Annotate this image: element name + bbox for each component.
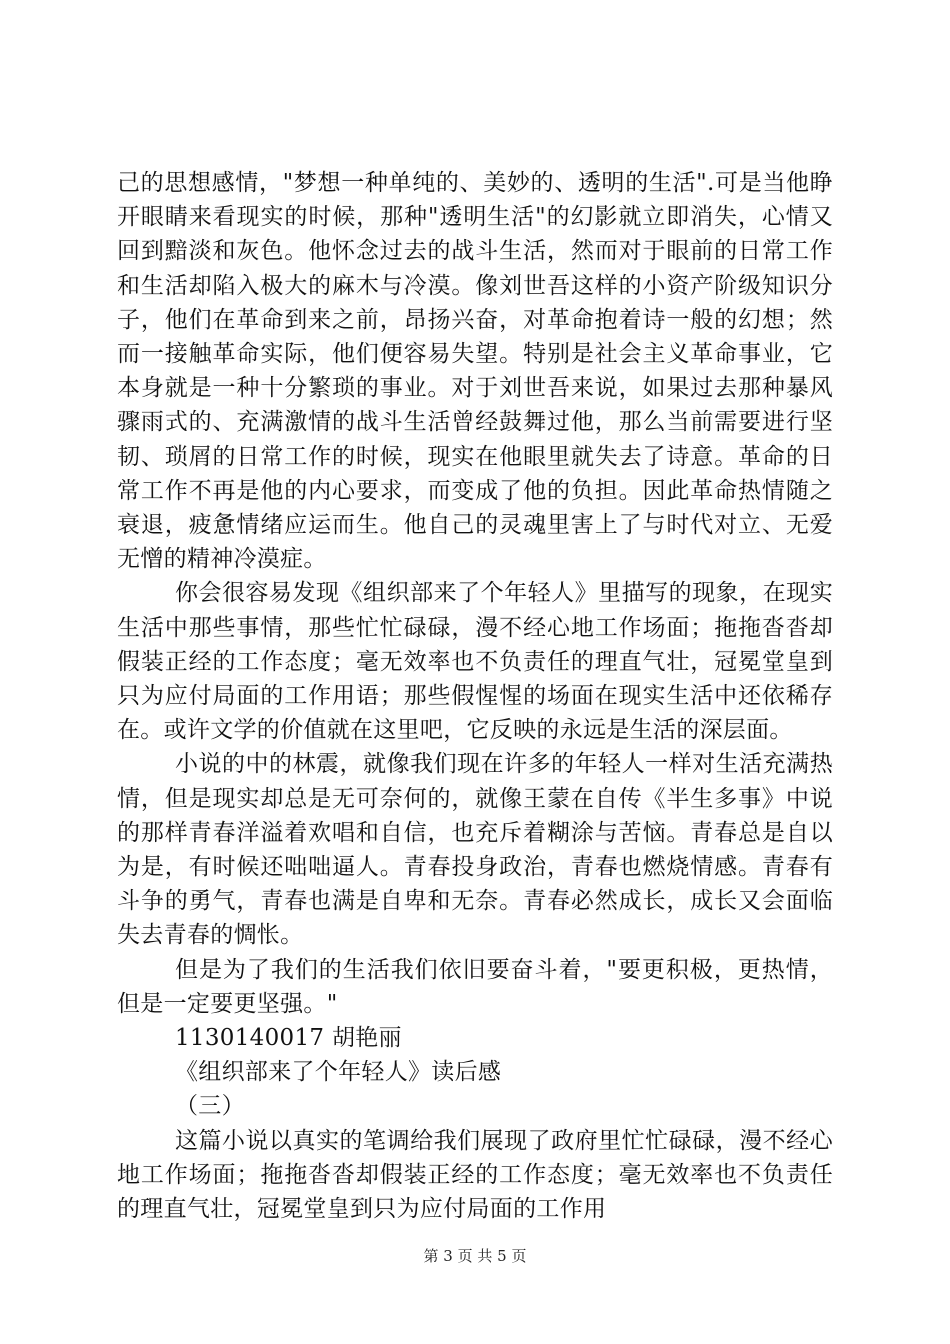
paragraph-phenomenon: 你会很容易发现《组织部来了个年轻人》里描写的现象，在现实生活中那些事情，那些忙忙碌碌，漫不经心地工作场面；拖拖沓沓却假装正经的工作态度；毫无效率也不负责任的理直气壮，冠冕堂皇到只为应付局面的工作用语；那些假惺惺的场面在现实生活中还依稀存在。或许文学的价值就在这里吧，它反映的永远是生活的深层面。 — [117, 580, 833, 744]
essay-title: 《组织部来了个年轻人》读后感 — [175, 1059, 502, 1086]
paragraph-section-three: 这篇小说以真实的笔调给我们展现了政府里忙忙碌碌，漫不经心地工作场面；拖拖沓沓却假装正经的工作态度；毫无效率也不负责任的理直气壮，冠冕堂皇到只为应付局面的工作用 — [117, 1127, 833, 1223]
page-footer: 第 3 页 共 5 页 — [423, 1247, 527, 1265]
paragraph-conclusion: 但是为了我们的生活我们依旧要奋斗着，"要更积极，更热情，但是一定要更坚强。" — [117, 956, 833, 1017]
document-body — [117, 166, 833, 1226]
section-number: （三） — [175, 1093, 245, 1120]
author-line: 1130140017 胡艳丽 — [175, 1025, 402, 1052]
paragraph-continuation: 己的思想感情，"梦想一种单纯的、美妙的、透明的生活".可是当他睁开眼睛来看现实的时候，那种"透明生活"的幻影就立即消失，心情又回到黯淡和灰色。他怀念过去的战斗生活，然而对于眼前的日常工作和生活却陷入极大的麻木与冷漠。像刘世吾这样的小资产阶级知识分子，他们在革命到来之前，昂扬兴奋，对革命抱着诗一般的幻想；然而一接触革命实际，他们便容易失望。特别是社会主义革命事业，它本身就是一种十分繁琐的事业。对于刘世吾来说，如果过去那种暴风骤雨式的、充满激情的战斗生活曾经鼓舞过他，那么当前需要进行坚韧、琐屑的日常工作的时候，现实在他眼里就失去了诗意。革命的日常工作不再是他的内心要求，而变成了他的负担。因此革命热情随之衰退，疲惫情绪应运而生。他自己的灵魂里害上了与时代对立、无爱无憎的精神冷漠症。 — [117, 170, 833, 573]
paragraph-lin-zhen: 小说的中的林震，就像我们现在许多的年轻人一样对生活充满热情，但是现实却总是无可奈何的，就像王蒙在自传《半生多事》中说的那样青春洋溢着欢唱和自信，也充斥着糊涂与苦恼。青春总是自以为是，有时候还咄咄逼人。青春投身政治，青春也燃烧情感。青春有斗争的勇气，青春也满是自卑和无奈。青春必然成长，成长又会面临失去青春的惆怅。 — [117, 751, 833, 949]
